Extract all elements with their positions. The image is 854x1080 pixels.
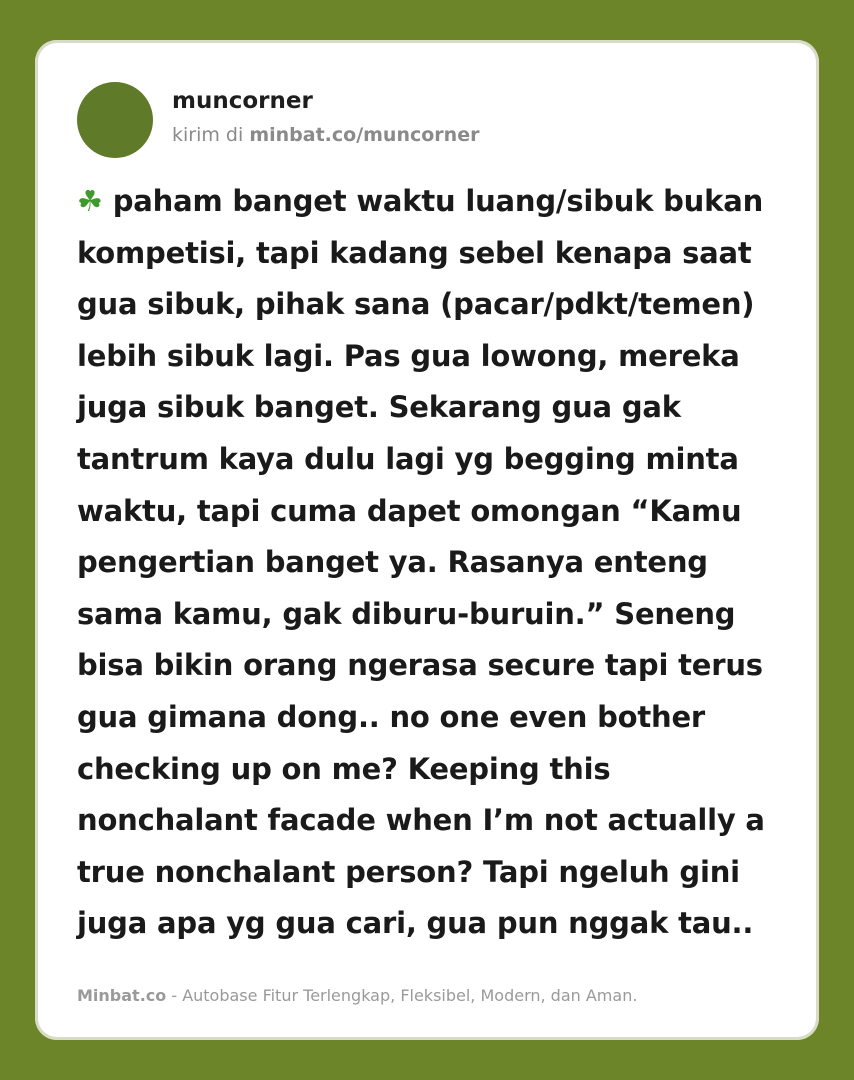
- sent-via-line: [172, 124, 479, 146]
- avatar[interactable]: [77, 82, 153, 158]
- profile-link[interactable]: minbat.co/muncorner: [249, 124, 480, 146]
- footer-brand[interactable]: Minbat.co: [77, 986, 167, 1005]
- clover-icon: ☘: [77, 184, 103, 218]
- sent-prefix: kirim di: [172, 124, 244, 146]
- post-card: [35, 40, 819, 1040]
- post-text: paham banget waktu luang/sibuk bukan kompetisi, tapi kadang sebel kenapa saat gua sibuk, pihak sana (pacar/pdkt/temen) lebih sibuk lagi. Pas gua lowong, mereka juga sibuk banget. Sekarang gua gak tantrum kaya dulu lagi yg begging minta waktu, tapi cuma dapet omongan “Kamu pengertian banget ya. Rasanya enteng sama kamu, gak diburu-buruin.” Seneng bisa bikin orang ngerasa secure tapi terus gua gimana dong.. no one even bother checking up on me? Keeping this nonchalant facade when I’m not actually a true nonchalant person? Tapi ngeluh gini juga apa yg gua cari, gua pun nggak tau..: [77, 184, 765, 941]
- footer: [77, 986, 637, 1005]
- footer-tagline: - Autobase Fitur Terlengkap, Fleksibel, Modern, dan Aman.: [166, 986, 638, 1005]
- username[interactable]: muncorner: [172, 88, 313, 114]
- post-body: [77, 176, 789, 950]
